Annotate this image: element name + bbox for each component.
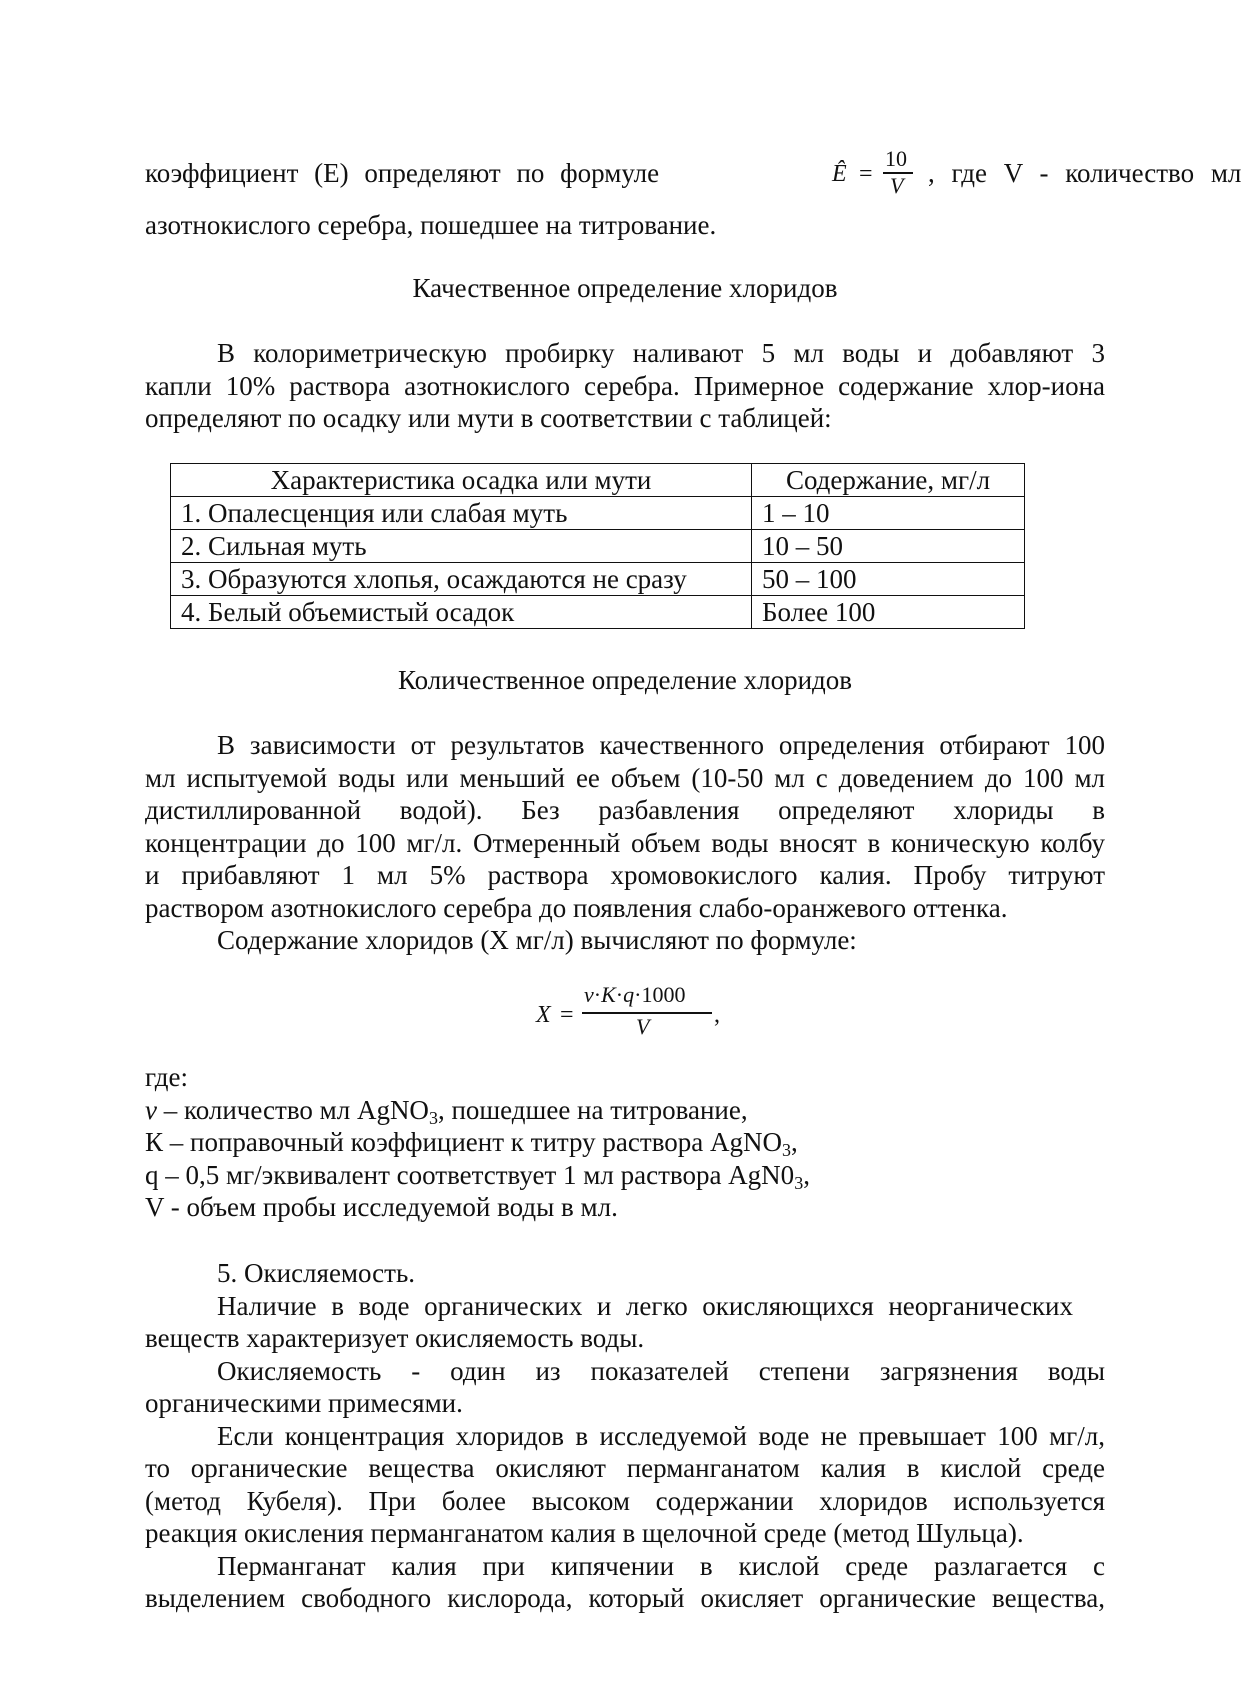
coefficient-formula	[832, 146, 924, 202]
table-cell: 3. Образуются хлопья, осаждаются не сразу	[171, 563, 752, 596]
formula-denominator: V	[636, 1014, 650, 1039]
definitions-list	[145, 1061, 810, 1224]
formula-eq: =	[859, 161, 873, 187]
paragraph-line: капли 10% раствора азотнокислого серебра. Примерное содержание хлор-иона	[145, 370, 1105, 401]
paragraph-line: выделением свободного кислорода, который окисляет органические вещества,	[145, 1583, 1105, 1613]
heading-quantitative: Количественное определение хлоридов	[397, 665, 853, 695]
where-label: где:	[145, 1062, 188, 1092]
definition-text: – количество мл AgNO	[156, 1094, 429, 1125]
definition-k	[145, 1126, 810, 1159]
var-v: v	[584, 982, 594, 1007]
table-cell: Более 100	[752, 596, 1025, 629]
dot: ·	[615, 982, 624, 1007]
intro-text-end: , где V - количество мл	[928, 158, 1241, 188]
subscript: 3	[794, 1172, 804, 1193]
table-cell: 2. Сильная муть	[171, 530, 752, 563]
definition-text: q – 0,5 мг/эквивалент соответствует 1 мл раствора AgN0	[145, 1159, 795, 1190]
precipitate-table	[170, 463, 1025, 629]
formula-lhs: X	[536, 1002, 551, 1028]
paragraph-line: Если концентрация хлоридов в исследуемой воде не превышает 100 мг/л,	[217, 1420, 1105, 1451]
definition-v	[145, 1094, 810, 1127]
table-header-row	[171, 464, 1025, 497]
paragraph-line: и прибавляют 1 мл 5% раствора хромовокислого калия. Пробу титруют	[145, 860, 1105, 890]
paragraph-line: концентрации до 100 мг/л. Отмеренный объем воды вносят в коническую колбу	[145, 827, 1105, 858]
dot: ·	[593, 982, 602, 1007]
paragraph-line: веществ характеризует окисляемость воды.	[145, 1323, 645, 1353]
paragraph-line: мл испытуемой воды или меньший ее объем (10-50 мл с доведением до 100 мл	[145, 762, 1105, 793]
table-row	[171, 596, 1025, 629]
formula-eq: =	[560, 1002, 574, 1028]
formula-lhs: Ê	[832, 161, 847, 187]
paragraph-line: то органические вещества окисляют перманганатом калия в кислой среде	[145, 1453, 1105, 1483]
symbol-v: v	[145, 1094, 157, 1125]
section-oxidizability	[145, 1257, 1105, 1615]
paragraph-line: В колориметрическую пробирку наливают 5 мл воды и добавляют 3	[217, 338, 1105, 368]
table-cell: 4. Белый объемистый осадок	[171, 596, 752, 629]
var-q: q	[623, 982, 635, 1007]
intro-line-2: азотнокислого серебра, пошедшее на титрование.	[145, 210, 717, 240]
formula-numerator	[584, 982, 685, 1008]
definition-tail: , пошедшее на титрование,	[437, 1094, 748, 1125]
definition-tail: ,	[791, 1127, 798, 1157]
const-1000: 1000	[641, 982, 686, 1007]
definition-tail: ,	[803, 1159, 810, 1190]
paragraph-quantitative	[145, 729, 1105, 957]
paragraph-qualitative	[145, 337, 1105, 435]
paragraph-line: Перманганат калия при кипячении в кислой среде разлагается с	[217, 1550, 1105, 1581]
formula-denominator: V	[890, 173, 904, 198]
heading-qualitative: Качественное определение хлоридов	[412, 273, 838, 303]
paragraph-calc: Содержание хлоридов (Х мг/л) вычисляют по формуле:	[217, 925, 857, 955]
intro-text-start: коэффициент (Е) определяют по формуле	[145, 158, 660, 188]
paragraph-line: органическими примесями.	[145, 1388, 463, 1418]
paragraph-line: определяют по осадку или мути в соответствии с таблицей:	[145, 403, 832, 433]
intro-line	[145, 146, 1241, 200]
table-header-cell: Содержание, мг/л	[752, 464, 1025, 497]
formula-numerator: 10	[885, 146, 907, 171]
table-cell: 10 – 50	[752, 530, 1025, 563]
table-cell: 50 – 100	[752, 563, 1025, 596]
paragraph-line: Наличие в воде органических и легко окисляющихся неорганических	[217, 1290, 1073, 1321]
paragraph-line: (метод Кубеля). При более высоком содержании хлоридов используется	[145, 1485, 1105, 1516]
table-row	[171, 530, 1025, 563]
chloride-formula	[536, 982, 736, 1052]
definition-volume: V - объем пробы исследуемой воды в мл.	[145, 1192, 618, 1222]
var-k: K	[601, 982, 616, 1007]
paragraph-line: Окисляемость - один из показателей степени загрязнения воды	[217, 1355, 1105, 1386]
section-title: 5. Окисляемость.	[217, 1258, 416, 1288]
table-row	[171, 497, 1025, 530]
paragraph-line: раствором азотнокислого серебра до появления слабо-оранжевого оттенка.	[145, 892, 1008, 923]
dot: ·	[634, 982, 642, 1007]
paragraph-line: реакция окисления перманганатом калия в щелочной среде (метод Шульца).	[145, 1518, 1024, 1548]
paragraph-line: В зависимости от результатов качественного определения отбирают 100	[217, 730, 1105, 760]
table-cell: 1. Опалесценция или слабая муть	[171, 497, 752, 530]
definition-text: К – поправочный коэффициент к титру раствора AgNO	[145, 1127, 782, 1157]
paragraph-line: дистиллированной водой). Без разбавления определяют хлориды в	[145, 795, 1105, 825]
subscript: 3	[428, 1107, 438, 1128]
subscript: 3	[782, 1140, 791, 1160]
table-row	[171, 563, 1025, 596]
definition-q	[145, 1159, 810, 1192]
table-cell: 1 – 10	[752, 497, 1025, 530]
formula-comma: ,	[714, 1002, 720, 1028]
table-header-cell: Характеристика осадка или мути	[171, 464, 752, 497]
